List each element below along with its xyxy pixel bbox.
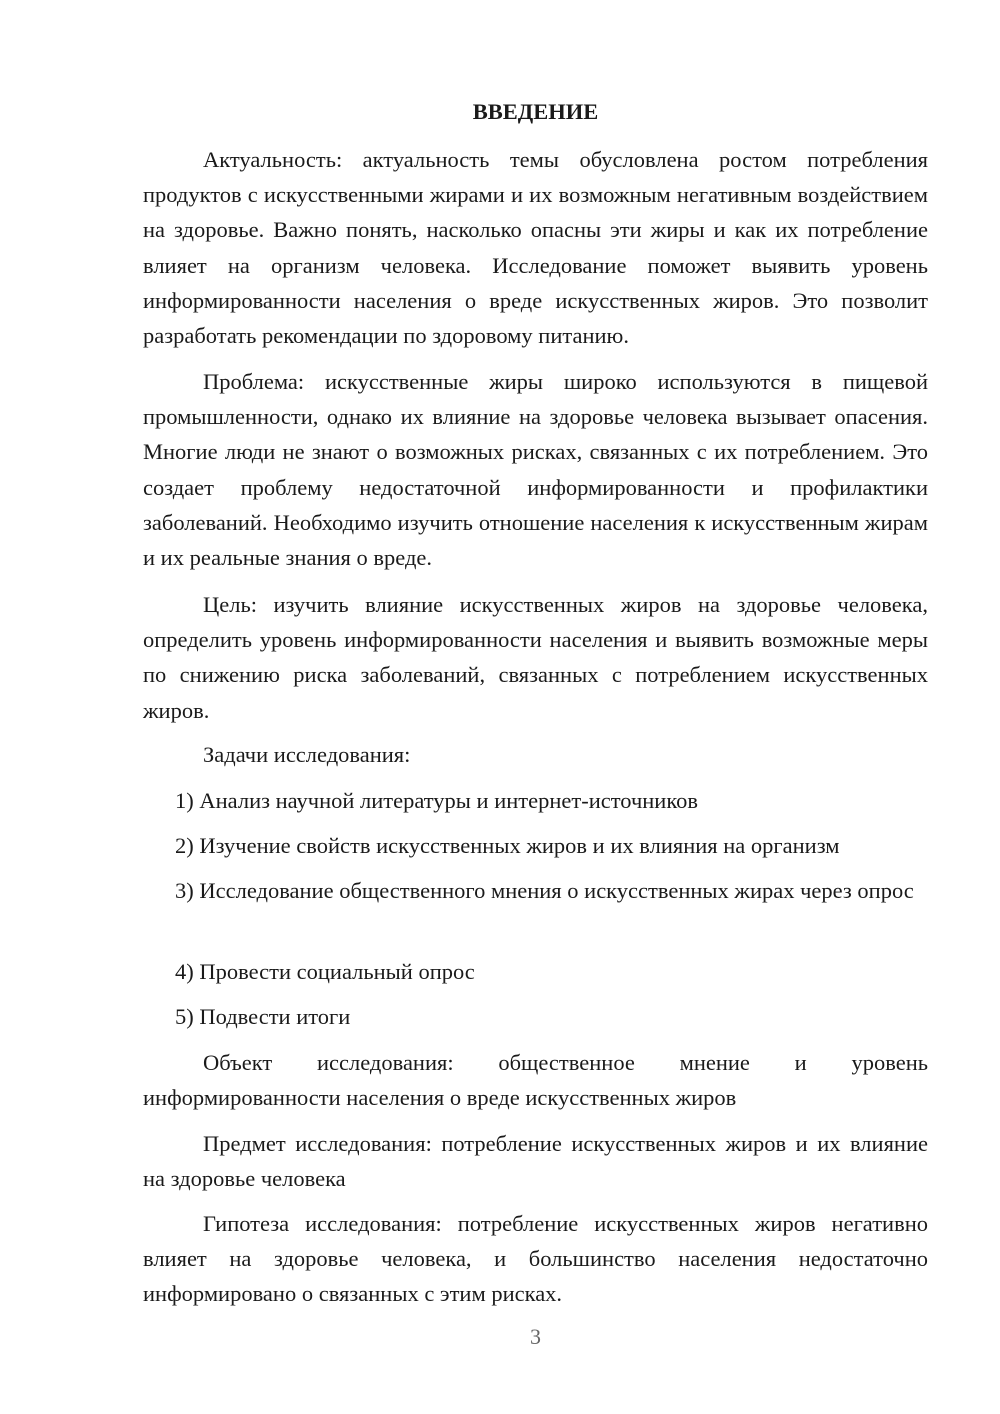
task-item-1: 1) Анализ научной литературы и интернет-источников [175, 788, 699, 813]
task-item-4: 4) Провести социальный опрос [175, 959, 475, 984]
tasks-title: Задачи исследования: [203, 742, 411, 767]
task-item-3: 3) Исследование общественного мнения о искусственных жирах через опрос [175, 878, 914, 903]
task-item-5: 5) Подвести итоги [175, 1004, 351, 1029]
hypothesis-paragraph: Гипотеза исследования: потребление искусственных жиров негативно влияет на здоровье человека, и большинство населения недостаточно информировано о связанных с этим рисках. [143, 1211, 928, 1307]
subject-paragraph: Предмет исследования: потребление искусственных жиров и их влияние на здоровье человека [143, 1131, 928, 1192]
relevance-paragraph: Актуальность: актуальность темы обусловлена ростом потребления продуктов с искусственными жирами и их возможным негативным воздействием на здоровье. Важно понять, насколько опасны эти жиры и как их потребление влияет на организм человека. Исследование поможет выявить уровень информированности населения о вреде искусственных жиров. Это позволит разработать рекомендации по здоровому питанию. [143, 147, 928, 349]
task-item-2: 2) Изучение свойств искусственных жиров и их влияния на организм [175, 833, 840, 858]
goal-paragraph: Цель: изучить влияние искусственных жиров на здоровье человека, определить уровень информированности населения и выявить возможные меры по снижению риска заболеваний, связанных с потреблением искусственных жиров. [143, 592, 928, 723]
section-heading: ВВЕДЕНИЕ [472, 99, 599, 124]
object-paragraph: Объект исследования: общественное мнение и уровень информированности населения о вреде искусственных жиров [143, 1050, 928, 1111]
page-number: 3 [530, 1324, 541, 1349]
problem-paragraph: Проблема: искусственные жиры широко используются в пищевой промышленности, однако их влияние на здоровье человека вызывает опасения. Многие люди не знают о возможных рисках, связанных с их потреблением. Это создает проблему недостаточной информированности и профилактики заболеваний. Необходимо изучить отношение населения к искусственным жирам и их реальные знания о вреде. [143, 369, 928, 571]
